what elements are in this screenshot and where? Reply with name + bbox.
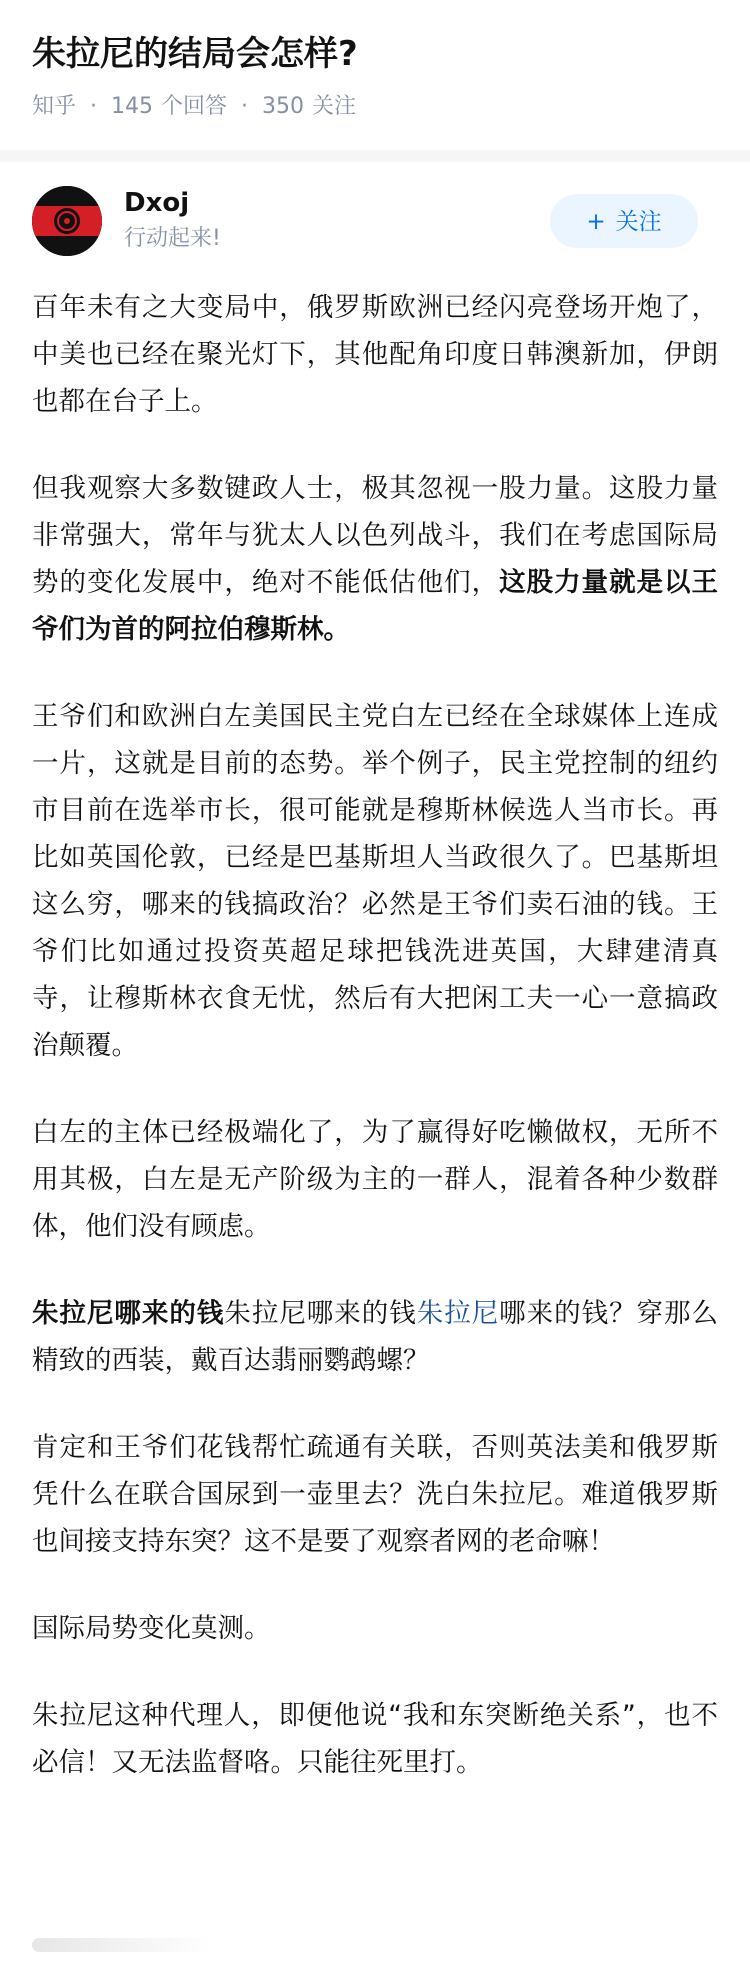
avatar-emblem-icon [32, 186, 102, 256]
bold-text: 朱拉尼哪来的钱 [32, 1298, 225, 1329]
followers-count: 350 [262, 94, 305, 119]
topic-link[interactable]: 朱拉尼 [416, 1298, 500, 1329]
author-bio: 行动起来! [124, 226, 221, 251]
answer-content [0, 284, 750, 1786]
answer-paragraph: 王爷们和欧洲白左美国民主党白左已经在全球媒体上连成一片，这就是目前的态势。举个例子，民主党控制的纽约市目前在选举市长，很可能就是穆斯林候选人当市长。再比如英国伦敦，已经是巴基斯坦人当政很久了。巴基斯坦这么穷，哪来的钱搞政治？必然是王爷们卖石油的钱。王爷们比如通过投资英超足球把钱洗进英国，大肆建清真寺，让穆斯林衣食无忧，然后有大把闲工夫一心一意搞政治颠覆。 [32, 701, 718, 1061]
follow-button-label: 关注 [615, 209, 662, 235]
answers-count: 145 [111, 94, 154, 119]
plus-icon: + [586, 209, 606, 235]
answer-paragraph [32, 1290, 718, 1384]
source-label[interactable]: 知乎 [32, 94, 77, 119]
content-fade-bar [32, 1938, 212, 1952]
paragraph-text: 哪来的钱？穿那么精致的西装，戴百达翡丽鹦鹉螺？ [32, 1298, 719, 1376]
answer-paragraph: 国际局势变化莫测。 [32, 1613, 271, 1644]
meta-separator: · [90, 94, 98, 119]
paragraph-text: 朱拉尼哪来的钱 [224, 1298, 417, 1329]
author-name[interactable]: Dxoj [124, 188, 190, 218]
question-header [0, 0, 750, 150]
followers-label[interactable]: 关注 [312, 94, 357, 119]
bold-text: 这股力量就是以王爷们为首的阿拉伯穆斯林。 [32, 567, 719, 645]
answer-paragraph: 白左的主体已经极端化了，为了赢得好吃懒做权，无所不用其极，白左是无产阶级为主的一群人，混着各种少数群体，他们没有顾虑。 [32, 1117, 718, 1242]
question-meta [32, 92, 356, 122]
question-title[interactable]: 朱拉尼的结局会怎样? [32, 34, 358, 74]
answer-paragraph: 肯定和王爷们花钱帮忙疏通有关联，否则英法美和俄罗斯凭什么在联合国尿到一壶里去？洗白朱拉尼。难道俄罗斯也间接支持东突？这不是要了观察者网的老命嘛！ [32, 1432, 718, 1557]
avatar[interactable] [32, 186, 102, 256]
answers-label[interactable]: 个回答 [161, 94, 228, 119]
answer-paragraph [32, 465, 718, 653]
author-card [0, 162, 750, 278]
meta-separator: · [241, 94, 249, 119]
answer-paragraph: 朱拉尼这种代理人，即便他说“我和东突断绝关系”，也不必信！又无法监督咯。只能往死里打。 [32, 1700, 718, 1778]
paragraph-text: 但我观察大多数键政人士，极其忽视一股力量。这股力量非常强大，常年与犹太人以色列战斗，我们在考虑国际局势的变化发展中，绝对不能低估他们， [32, 473, 718, 598]
follow-button[interactable] [550, 194, 698, 248]
section-divider [0, 150, 750, 162]
answer-paragraph: 百年未有之大变局中，俄罗斯欧洲已经闪亮登场开炮了，中美也已经在聚光灯下，其他配角印度日韩澳新加，伊朗也都在台子上。 [32, 292, 718, 417]
